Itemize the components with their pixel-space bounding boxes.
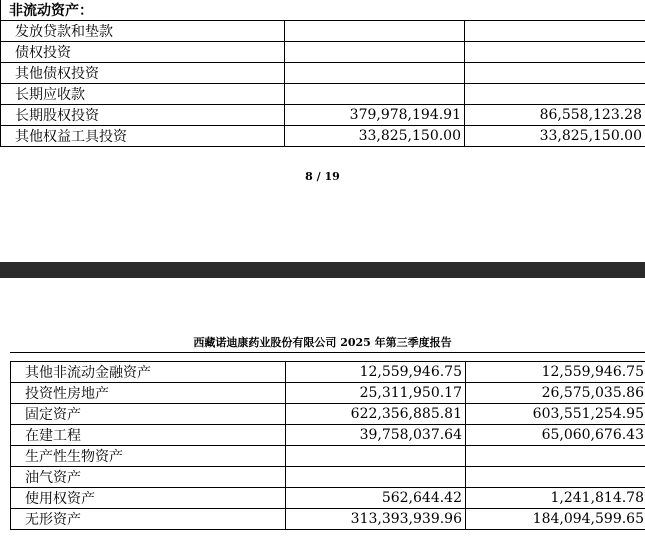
row-label: 油气资产 — [11, 467, 286, 488]
row-label: 发放贷款和垫款 — [1, 21, 285, 42]
prior-period-value: 603,551,254.95 — [466, 404, 645, 425]
row-label: 使用权资产 — [11, 488, 286, 509]
current-period-value — [286, 467, 466, 488]
row-label: 债权投资 — [1, 42, 285, 63]
row-label: 投资性房地产 — [11, 383, 286, 404]
table-row — [1, 126, 645, 147]
prior-period-value — [466, 446, 645, 467]
table-row — [11, 425, 645, 446]
prior-period-value — [466, 467, 645, 488]
current-period-value — [285, 84, 465, 105]
prior-period-value: 184,094,599.65 — [466, 509, 645, 530]
current-period-value: 25,311,950.17 — [286, 383, 466, 404]
prior-period-value: 1,241,814.78 — [466, 488, 645, 509]
page-separator — [0, 262, 645, 278]
prior-period-value: 65,060,676.43 — [466, 425, 645, 446]
current-period-value — [285, 42, 465, 63]
current-period-value: 562,644.42 — [286, 488, 466, 509]
prior-period-value — [465, 63, 645, 84]
row-label: 长期股权投资 — [1, 105, 285, 126]
table-row — [11, 467, 645, 488]
current-period-value: 313,393,939.96 — [286, 509, 466, 530]
header-divider — [10, 352, 645, 353]
balance-sheet-table-page-9 — [10, 361, 645, 530]
prior-period-value: 12,559,946.75 — [466, 362, 645, 383]
table-row — [11, 362, 645, 383]
current-period-value — [285, 21, 465, 42]
current-period-value: 622,356,885.81 — [286, 404, 466, 425]
table-row — [11, 404, 645, 425]
current-period-value — [285, 63, 465, 84]
row-label: 在建工程 — [11, 425, 286, 446]
row-label: 其他债权投资 — [1, 63, 285, 84]
page-number: 8 / 19 — [305, 170, 340, 183]
row-label: 长期应收款 — [1, 84, 285, 105]
table-row — [1, 21, 645, 42]
prior-period-value — [465, 42, 645, 63]
prior-period-value: 26,575,035.86 — [466, 383, 645, 404]
current-period-value — [286, 446, 466, 467]
prior-period-value — [465, 21, 645, 42]
row-label: 无形资产 — [11, 509, 286, 530]
balance-sheet-table-page-8 — [0, 0, 645, 147]
table-row — [1, 42, 645, 63]
current-period-value: 33,825,150.00 — [285, 126, 465, 147]
row-label: 固定资产 — [11, 404, 286, 425]
row-label: 其他非流动金融资产 — [11, 362, 286, 383]
section-title: 非流动资产： — [1, 0, 645, 21]
table-row — [1, 105, 645, 126]
table-row — [11, 383, 645, 404]
table-row — [11, 488, 645, 509]
table-row — [1, 84, 645, 105]
prior-period-value: 86,558,123.28 — [465, 105, 645, 126]
section-header-row — [1, 0, 645, 21]
current-period-value: 39,758,037.64 — [286, 425, 466, 446]
row-label: 生产性生物资产 — [11, 446, 286, 467]
prior-period-value: 33,825,150.00 — [465, 126, 645, 147]
table-row — [11, 446, 645, 467]
current-period-value: 379,978,194.91 — [285, 105, 465, 126]
table-row — [1, 63, 645, 84]
document-header-title: 西藏诺迪康药业股份有限公司 2025 年第三季度报告 — [193, 336, 452, 349]
current-period-value: 12,559,946.75 — [286, 362, 466, 383]
table-row — [11, 509, 645, 530]
row-label: 其他权益工具投资 — [1, 126, 285, 147]
prior-period-value — [465, 84, 645, 105]
